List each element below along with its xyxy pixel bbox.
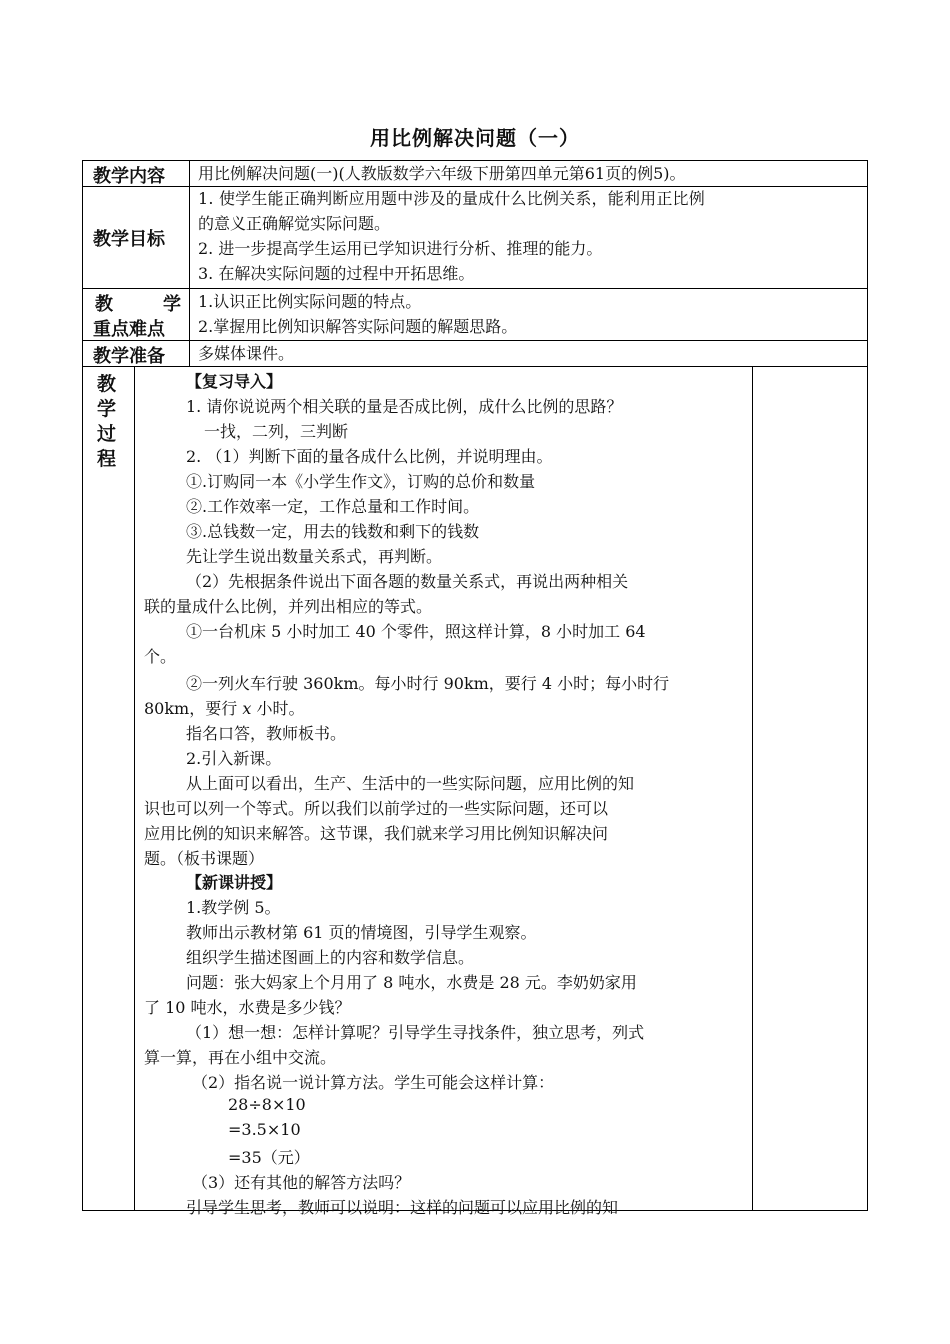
label-char: 教: [97, 373, 117, 395]
goal-line: 1. 使学生能正确判断应用题中涉及的量成什么比例关系，能利用正比例: [198, 189, 705, 208]
key-point-line: 1.认识正比例实际问题的特点。: [198, 292, 422, 311]
key-point-line: 2.掌握用比例知识解答实际问题的解题思路。: [198, 317, 518, 336]
label-preparation: [83, 341, 190, 366]
process-line: 从上面可以看出，生产、生活中的一些实际问题，应用比例的知: [186, 774, 635, 793]
goal-line: 3. 在解决实际问题的过程中开拓思维。: [198, 264, 475, 283]
row-teaching-goals: [83, 187, 867, 289]
row-key-points: [83, 289, 867, 341]
process-line: 引导学生思考，教师可以说明：这样的问题可以应用比例的知: [186, 1198, 619, 1217]
preparation-text: 多媒体课件。: [198, 344, 295, 363]
process-line: 联的量成什么比例，并列出相应的等式。: [144, 597, 433, 616]
process-line: =3.5×10: [228, 1120, 301, 1139]
column-divider: [752, 367, 753, 1210]
process-line: 指名口答，教师板书。: [186, 724, 347, 743]
process-line: ①.订购同一本《小学生作文》，订购的总价和数量: [186, 472, 536, 491]
process-line: （1）想一想：怎样计算呢？引导学生寻找条件，独立思考，列式: [186, 1023, 645, 1042]
label-char: 过: [97, 423, 117, 445]
process-line: =35（元）: [228, 1148, 310, 1167]
process-line: 识也可以列一个等式。所以我们以前学过的一些实际问题，还可以: [144, 799, 609, 818]
process-line: 先让学生说出数量关系式，再判断。: [186, 547, 443, 566]
process-line: 28÷8×10: [228, 1095, 306, 1114]
label-char: 学: [97, 398, 117, 420]
process-line: 题。（板书课题）: [144, 849, 265, 868]
process-line: 组织学生描述图画上的内容和数学信息。: [186, 948, 475, 967]
process-line: 2. （1）判断下面的量各成什么比例，并说明理由。: [186, 447, 553, 466]
label-teaching-content: [83, 161, 190, 186]
process-line: 1. 请你说说两个相关联的量是否成比例，成什么比例的思路？: [186, 397, 623, 416]
label-teaching-goals: [83, 187, 190, 288]
process-line: （2）先根据条件说出下面各题的数量关系式，再说出两种相关: [186, 572, 629, 591]
process-line: ①一台机床 5 小时加工 40 个零件，照这样计算，8 小时加工 64: [186, 622, 646, 641]
label-char: 学: [163, 294, 181, 315]
label-teaching-process: [83, 367, 135, 1210]
process-line: ②一列火车行驶 360km。每小时行 90km，要行 4 小时；每小时行: [186, 674, 670, 693]
process-line: 2.引入新课。: [186, 749, 282, 768]
goal-line: 2. 进一步提高学生运用已学知识进行分析、推理的能力。: [198, 239, 603, 258]
process-line: 教师出示教材第 61 页的情境图，引导学生观察。: [186, 923, 537, 942]
section-heading: 【新课讲授】: [186, 873, 283, 892]
process-line: （3）还有其他的解答方法吗？: [192, 1173, 411, 1192]
row-teaching-content: [83, 161, 867, 187]
process-line: 1.教学例 5。: [186, 898, 281, 917]
lesson-plan-table: [82, 160, 868, 1217]
label-text: 教学目标: [93, 229, 165, 250]
document-title: 用比例解决问题（一）: [370, 126, 580, 150]
goal-line: 的意义正确解觉实际问题。: [198, 214, 391, 233]
process-line: 算一算，再在小组中交流。: [144, 1048, 337, 1067]
row-preparation: [83, 341, 867, 367]
process-line: 应用比例的知识来解答。这节课，我们就来学习用比例知识解决问: [144, 824, 609, 843]
label-text: 重点难点: [93, 319, 165, 340]
row-teaching-process: [83, 367, 867, 1217]
process-line: 一找，二列，三判断: [204, 422, 349, 441]
section-heading: 【复习导入】: [186, 372, 283, 391]
process-line: 个。: [144, 647, 177, 666]
process-line: 问题：张大妈家上个月用了 8 吨水，水费是 28 元。李奶奶家用: [186, 973, 637, 992]
process-line: 了 10 吨水，水费是多少钱？: [144, 998, 351, 1017]
label-char: 程: [97, 448, 117, 470]
label-char: 教: [95, 294, 113, 315]
process-line: ③.总钱数一定，用去的钱数和剩下的钱数: [186, 522, 480, 541]
label-text: 教学准备: [93, 346, 165, 367]
process-line: ②.工作效率一定，工作总量和工作时间。: [186, 497, 480, 516]
teaching-content-text: 用比例解决问题(一)(人教版数学六年级下册第四单元第61页的例5)。: [198, 164, 686, 183]
process-line: （2）指名说一说计算方法。学生可能会这样计算：: [192, 1073, 555, 1092]
process-line: 80km，要行 x 小时。: [144, 699, 305, 718]
label-text: 教学内容: [93, 166, 165, 187]
label-key-points: [83, 289, 190, 340]
